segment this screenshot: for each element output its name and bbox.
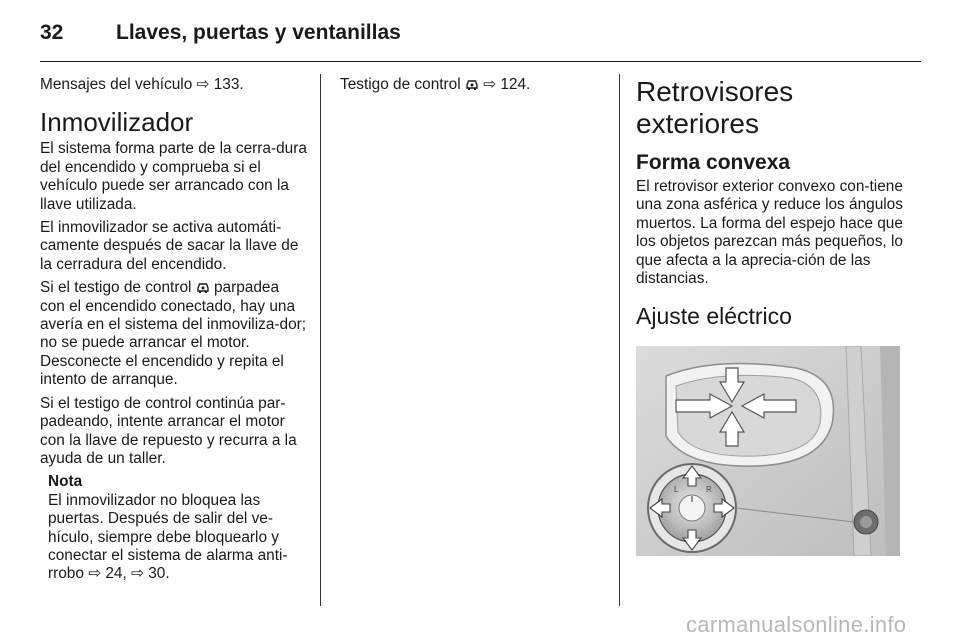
section-heading-immobilizer: Inmovilizador [40,107,194,138]
paragraph-3 [40,279,308,389]
column-divider-1 [320,74,321,606]
control-light-page: ⇨ 124. [483,76,531,93]
subheading-electric: Ajuste eléctrico [636,303,792,330]
car-key-icon [465,78,479,90]
page-header [40,18,920,48]
column-divider-2 [619,74,620,606]
car-key-icon [196,281,210,293]
column-1 [40,76,308,584]
intro-reference: Mensajes del vehículo ⇨ 133. [40,76,244,93]
paragraph-3-end: parpadea con el encendido conectado, hay una avería en el sistema del inmoviliza-dor; no se puede arrancar el motor. Desconecte el encendido y repita el intento de arranque. [40,279,307,389]
watermark: carmanualsonline.info [686,612,907,637]
column-2 [340,76,608,99]
switch-right-label: R [706,485,712,495]
control-light-reference [340,76,608,94]
convex-paragraph: El retrovisor exterior convexo con-tiene una zona asférica y reduce los ángulos muertos. La forma del espejo hace que los objetos parezcan más pequeños, lo que afecta a la aprecia-ción de las distancias. [636,178,903,288]
note-box [48,473,308,583]
subheading-convex: Forma convexa [636,151,791,174]
paragraph-3-start: Si el testigo de control [40,279,192,297]
mirror-adjust-illustration [636,346,900,556]
paragraph-2: El inmovilizador se activa automáti-camente después de sacar la llave de la cerradura del encendido. [40,219,299,273]
paragraph-1: El sistema forma parte de la cerra-dura del encendido y comprueba si el vehículo puede ser arrancado con la llave utilizada. [40,140,307,213]
note-text: El inmovilizador no bloquea las puertas. Después de salir del ve-hículo, siempre debe bloquearlo y conectar el sistema de alarma anti-rrobo ⇨ 24, ⇨ 30. [48,491,288,583]
page-number: 32 [40,21,64,44]
paragraph-4: Si el testigo de control continúa par-padeando, intente arrancar el motor con la llave de repuesto y recurra a la ayuda de un taller. [40,394,297,467]
note-title: Nota [48,473,83,491]
switch-left-label: L [674,485,679,495]
control-light-label: Testigo de control [340,76,461,93]
column-3 [636,76,908,562]
section-heading-mirrors: Retrovisores exteriores [636,76,794,139]
page-title: Llaves, puertas y ventanillas [116,21,401,44]
header-divider [40,61,921,62]
